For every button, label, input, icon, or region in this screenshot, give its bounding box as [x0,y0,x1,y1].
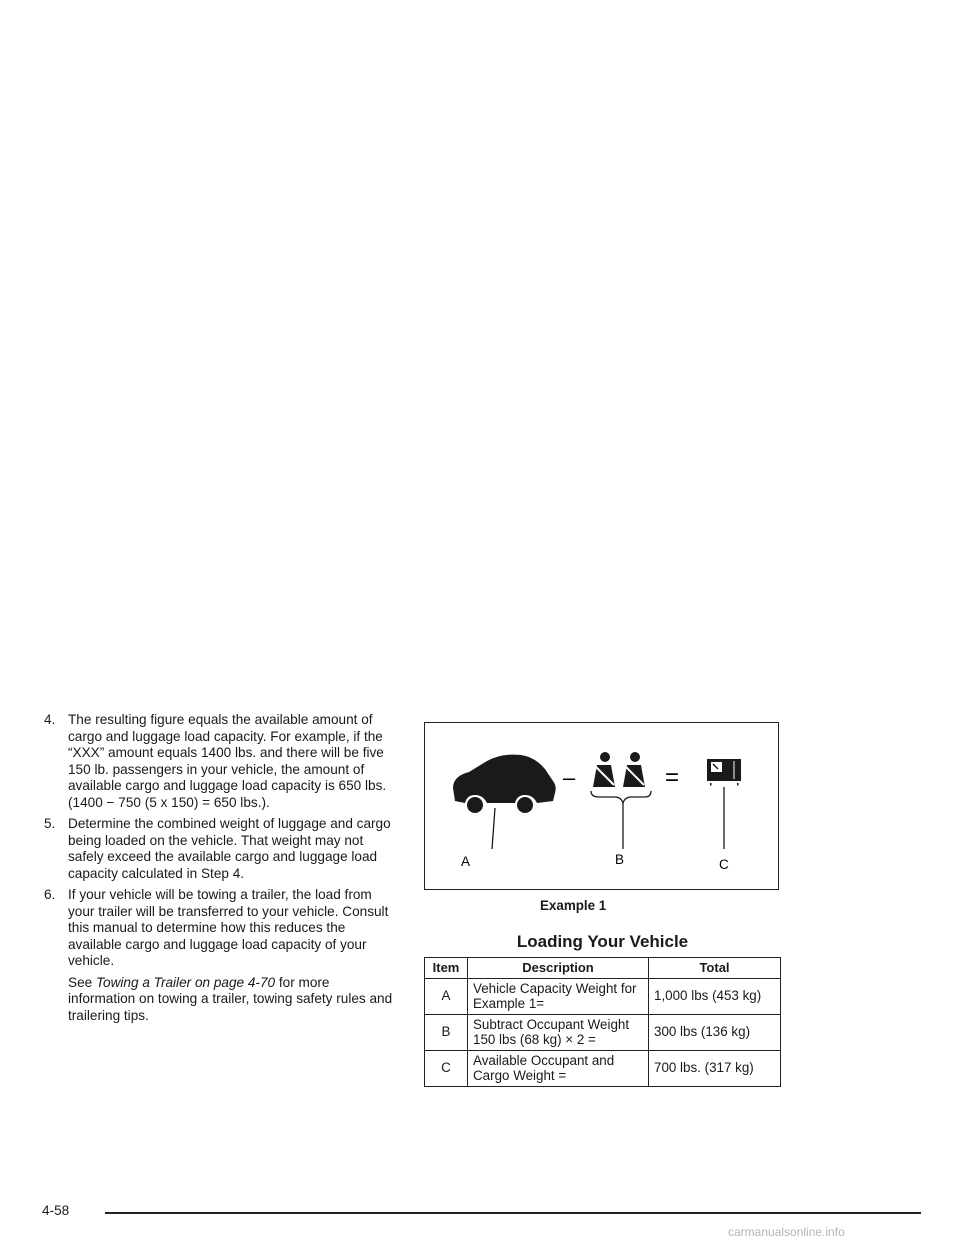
loading-table [424,957,781,1087]
table-row [425,978,781,1014]
cross-reference-link[interactable]: Towing a Trailer on page 4-70 [95,974,276,990]
header-item: Item [425,958,468,979]
cell-description: Vehicle Capacity Weight for Example 1= [468,978,649,1014]
step-5 [44,816,396,882]
cell-total: 700 lbs. (317 kg) [649,1050,781,1086]
table-row [425,1050,781,1086]
example-illustration [425,723,777,888]
label-b: B [615,852,625,867]
figure-caption: Example 1 [540,898,607,913]
cell-item: C [425,1050,468,1086]
step-text: The resulting figure equals the available amount of cargo and luggage load capacity. For example, if the “XXX” amount equals 1400 lbs. and there will be five 150 lb. passengers in your vehicle, the amount of available cargo and luggage load capacity is 650 lbs. (1400 − 750 (5 x 150) = 650 lbs.). [68,712,387,810]
table-row [425,1014,781,1050]
header-description: Description [468,958,649,979]
table-title: Loading Your Vehicle [516,932,689,951]
equals-sign: = [665,764,680,791]
footer-divider [105,1212,921,1214]
car-icon [453,755,556,813]
see-prefix: See [68,974,96,990]
cell-item: A [425,978,468,1014]
cell-item: B [425,1014,468,1050]
step-6 [44,887,396,970]
seatbelt-occupant-icon [593,752,645,787]
cell-description: Available Occupant and Cargo Weight = [468,1050,649,1086]
step-4 [44,712,396,811]
step-text: If your vehicle will be towing a trailer, the load from your trailer will be transferred to your vehicle. Consult this manual to determine how this reduces the available cargo and luggage load capacity of your vehicle. [68,887,389,968]
label-a: A [461,854,471,869]
step-text: Determine the combined weight of luggage and cargo being loaded on the vehicle. That weight may not safely exceed the available cargo and luggage load capacity calculated in Step 4. [68,816,391,881]
minus-sign: – [563,765,576,790]
step-number: 6. [44,887,56,902]
label-c: C [719,857,729,872]
cell-total: 1,000 lbs (453 kg) [649,978,781,1014]
cell-total: 300 lbs (136 kg) [649,1014,781,1050]
step-number: 4. [44,712,56,727]
header-total: Total [649,958,781,979]
table-header-row [425,958,781,979]
step-number: 5. [44,816,56,831]
watermark: carmanualsonline.info [728,1225,845,1239]
cargo-icon [707,759,741,786]
page-number: 4-58 [42,1203,70,1218]
see-suffix: for more information on towing a trailer, towing safety rules and trailering tips. [68,974,393,1023]
cell-description: Subtract Occupant Weight 150 lbs (68 kg) × 2 = [468,1014,649,1050]
see-also-paragraph [44,975,396,1025]
example-figure [424,722,779,890]
instructions-column [44,712,396,1024]
